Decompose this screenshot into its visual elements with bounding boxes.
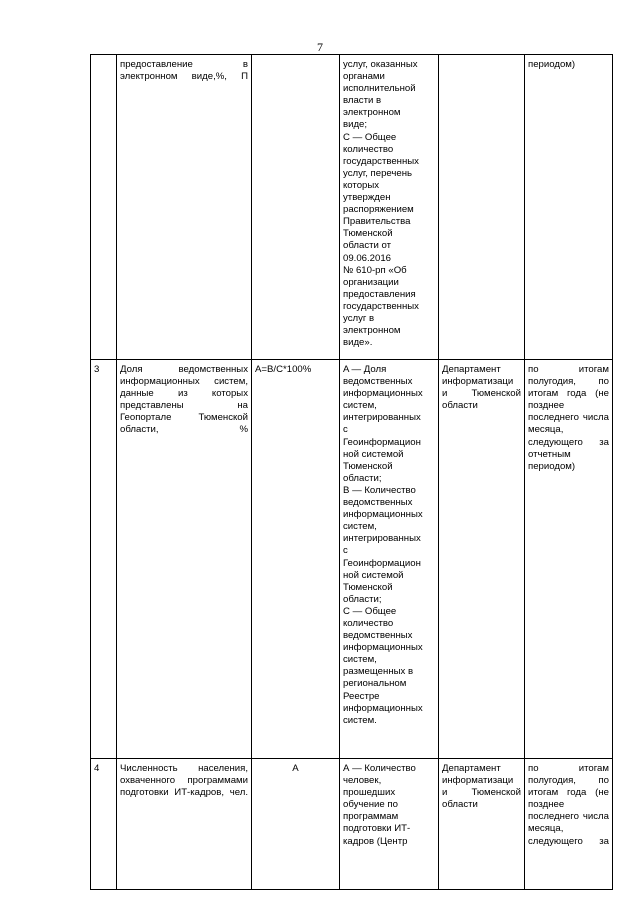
- row-number: 3: [91, 360, 117, 759]
- table-row: [91, 759, 613, 890]
- indicator-variables: услуг, оказанных органами исполнительной власти в электронном виде; С — Общее количество государственных услуг, перечень которых утвержден распоряжением Правительства Тюменской области от 09.06.2016 № 610-рп «Об организации предоставления государственных услуг в электронном виде».: [340, 55, 439, 360]
- indicator-formula: [252, 55, 340, 360]
- indicator-responsible: [439, 55, 525, 360]
- indicator-table: [90, 54, 613, 890]
- indicator-period: по итогам полугодия, по итогам года (не позднее последнего числа месяца, следующего за: [525, 759, 613, 890]
- indicator-formula: A=B/C*100%: [252, 360, 340, 759]
- indicator-name: Доля ведомственных информационных систем, данные из которых представлены на Геопортале Тюменской области, %: [117, 360, 252, 759]
- indicator-name: предоставление в электронном виде,%, П: [117, 55, 252, 360]
- indicator-formula: А: [252, 759, 340, 890]
- row-number: [91, 55, 117, 360]
- indicator-variables: A — Доля ведомственных информационных систем, интегрированных с Геоинформацион ной системой Тюменской области; B — Количество ведомственных информационных систем, интегрированных с Геоинформацион ной системой Тюменской области; С — Общее количество ведомственных информационных систем, размещенных в региональном Реестре информационных систем.: [340, 360, 439, 759]
- row-number: 4: [91, 759, 117, 890]
- page-number: 7: [317, 40, 323, 54]
- table-row: [91, 360, 613, 759]
- table-row: [91, 55, 613, 360]
- indicator-period: периодом): [525, 55, 613, 360]
- indicator-period: по итогам полугодия, по итогам года (не позднее последнего числа месяца, следующего за отчетным периодом): [525, 360, 613, 759]
- indicator-responsible: Департамент информатизаци и Тюменской области: [439, 759, 525, 890]
- indicator-name: Численность населения, охваченного программами подготовки ИТ-кадров, чел.: [117, 759, 252, 890]
- indicator-variables: А — Количество человек, прошедших обучение по программам подготовки ИТ- кадров (Центр: [340, 759, 439, 890]
- indicator-responsible: Департамент информатизаци и Тюменской области: [439, 360, 525, 759]
